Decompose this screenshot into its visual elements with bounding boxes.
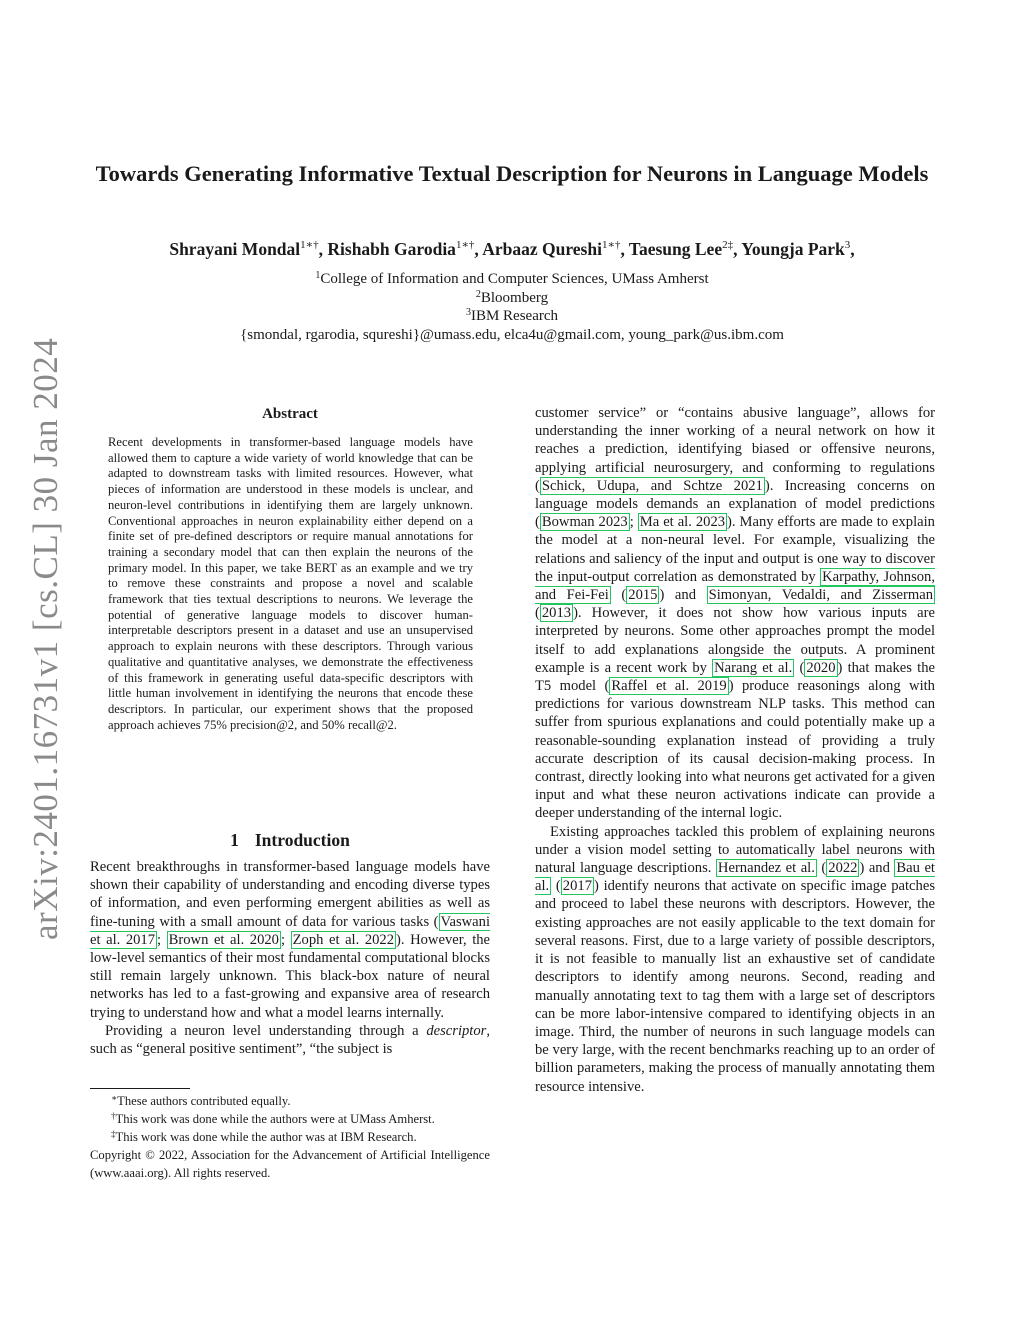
section-number: 1 — [230, 830, 239, 850]
citation-link[interactable]: Ma et al. 2023 — [639, 514, 726, 531]
affiliation-3: $^3$IBM Research — [465, 307, 559, 325]
footnote-3: ‡This work was done while the author was at IBM Research. — [111, 1129, 417, 1144]
citation-link[interactable]: Bowman 2023 — [541, 514, 628, 531]
citation-link[interactable]: 2020 — [806, 659, 836, 676]
citation-link[interactable]: Zoph et al. 2022 — [292, 931, 395, 948]
right-paragraph-2: Existing approaches tackled this problem of explaining neurons under a vision model setting to automatically label neurons with natural language descriptions. Hernandez et al. ( 2022 ) and Bau et al. ( 2017 ) identify neurons that activate on specific image patches and proceed to label these neurons with descriptors. However, the existing approaches are not easily applicable to the text domain for several reasons. First, due to a large variety of possible descriptors, it is not feasible to manually list an exhaustive set of candidate descriptors to identify among neurons. Second, reading and manually annotating text to tag them with a large set of descriptors can be more labor-intensive compared to identifying objects in an image. Third, the number of neurons in such language models can be very large, with the recent benchmarks reaching up to an order of billion parameters, making the process of manually annotating them resource intensive. — [535, 823, 935, 1095]
citation-link[interactable]: Raffel et al. 2019 — [611, 678, 727, 695]
citation-link[interactable]: Vaswani et al. 2017 — [90, 913, 490, 948]
author-1: Shrayani Mondal$^{1∗\dagger}$, — [169, 239, 328, 259]
abstract-text: Recent developments in transformer-based language models have allowed them to capture a wide variety of world knowledge that can be adapted to downstream tasks with limited resources. However, what pieces of information are understood in these models is unclear, and neuron-level contributions in identifying them are largely unknown. Conventional approaches in neuron explainability either depend on a finite set of pre-defined descriptors or require manual annotations for training a secondary model that can then explain the neurons of the primary model. In this paper, we take BERT as an example and we try to remove these constraints and propose a novel and scalable framework that ties textual descriptions to neurons. We leverage the potential of generative language models to discover human-interpretable descriptors present in a dataset and use an unsupervised approach to explain neurons with these descriptors. Through various qualitative and quantitative analyses, we demonstrate the effectiveness of this framework in generating useful data-specific descriptors with little human involvement in identifying the neurons that encode these descriptors. In particular, our experiment shows that the proposed approach achieves 75% precision@2, and 50% recall@2. — [108, 435, 473, 732]
author-emails: {smondal, rgarodia, squreshi}@umass.edu, elca4u@gmail.com, young_park@us.ibm.com — [240, 327, 784, 344]
author-list — [40, 237, 984, 261]
footnote-2: †This work was done while the authors were at UMass Amherst. — [111, 1111, 435, 1126]
footnote-1: ∗These authors contributed equally. — [111, 1093, 291, 1108]
citation-link[interactable]: 2013 — [541, 605, 572, 622]
affiliations — [80, 270, 944, 345]
intro-paragraph-2: Providing a neuron level understanding through a descriptor, such as “general positive sentiment”, “the subject is — [90, 1022, 490, 1058]
section-title: Introduction — [254, 830, 350, 850]
citation-link[interactable]: 2017 — [562, 878, 592, 895]
right-column — [535, 404, 935, 1096]
citation-link[interactable]: Narang et al. — [714, 659, 793, 676]
citation-link[interactable]: 2015 — [628, 587, 658, 604]
copyright-notice: Copyright © 2022, Association for the Advancement of Artificial Intelligence (www.aaai.org). All rights reserved. — [90, 1148, 490, 1180]
citation-link[interactable]: 2022 — [828, 860, 858, 877]
section-heading-introduction — [90, 830, 490, 851]
abstract-heading: Abstract — [262, 406, 318, 422]
footnotes — [90, 1092, 490, 1182]
citation-link[interactable]: Hernandez et al. — [717, 860, 815, 877]
right-paragraph-1: customer service” or “contains abusive language”, allows for understanding the inner working of a neural network on how it reaches a prediction, identifying biased or offensive neurons, applying artificial neurosurgery, and conforming to regulations ( Schick, Udupa, and Schtze 2021 ). Increasing concerns on language models demands an explanation of model predictions ( Bowman 2023 ; Ma et al. 2023 ). Many efforts are made to explain the model at a non-neural level. For example, visualizing the relations and saliency of the input and output is one way to discover the input-output correlation as demonstrated by Karpathy, Johnson, and Fei-Fei ( 2015 ) and Simonyan, Vedaldi, and Zisserman ( 2013 ). However, it does not show how various inputs are interpreted by neurons. Some other approaches prompt the model itself to add explanations alongside the outputs. A prominent example is a recent work by Narang et al. ( 2020 ) that makes the T5 model ( Raffel et al. 2019 ) produce reasonings along with predictions for various downstream NLP tasks. This method can suffer from spurious explanations and could potentially make up a reasonable-sounding explanation instead of providing a truly accurate description of its causal decision-making process. In contrast, directly looking into what neurons get activated for a given input and what these neuron activations indicate can provide a deeper understanding of the internal logic. — [535, 405, 936, 822]
intro-left-column — [90, 858, 490, 1058]
citation-link[interactable]: Bau et al. — [535, 860, 935, 895]
citation-link[interactable]: Karpathy, Johnson, and Fei-Fei — [535, 568, 936, 604]
author-5: Youngja Park$^3$, — [741, 239, 855, 259]
affiliation-1: $^1$College of Information and Computer Sciences, UMass Amherst — [315, 270, 709, 287]
author-3: Arbaaz Qureshi$^{1∗\dagger}$, — [482, 239, 629, 259]
citation-link[interactable]: Schick, Udupa, and Schtze 2021 — [541, 477, 763, 494]
citation-link[interactable]: Simonyan, Vedaldi, and Zisserman — [708, 587, 933, 604]
citation-link[interactable]: Brown et al. 2020 — [168, 931, 279, 948]
author-2: Rishabh Garodia$^{1∗\dagger}$, — [327, 239, 483, 259]
paper-title: Towards Generating Informative Textual Description for Neurons in Language Models — [95, 161, 929, 186]
intro-paragraph-1: Recent breakthroughs in transformer-based language models have shown their capability of understanding and encoding diverse types of information, and even performing emergent abilities as well as fine-tuning with a small amount of data for various tasks ( Vaswani et al. 2017 ; Brown et al. 2020 ; Zoph et al. 2022 ). However, the low-level semantics of their most fundamental computational blocks still remain largely unknown. This black-box nature of neural networks has led to a fast-growing and expansive area of research trying to understand how and what a model learns internally. — [90, 859, 491, 1021]
arxiv-identifier-stamp: arXiv:2401.16731v1 [cs.CL] 30 Jan 2024 — [26, 337, 65, 940]
footnote-rule — [90, 1088, 190, 1089]
affiliation-2: $^2$Bloomberg — [475, 288, 549, 306]
author-4: Taesung Lee$^{2\ddagger}$, — [628, 239, 742, 259]
